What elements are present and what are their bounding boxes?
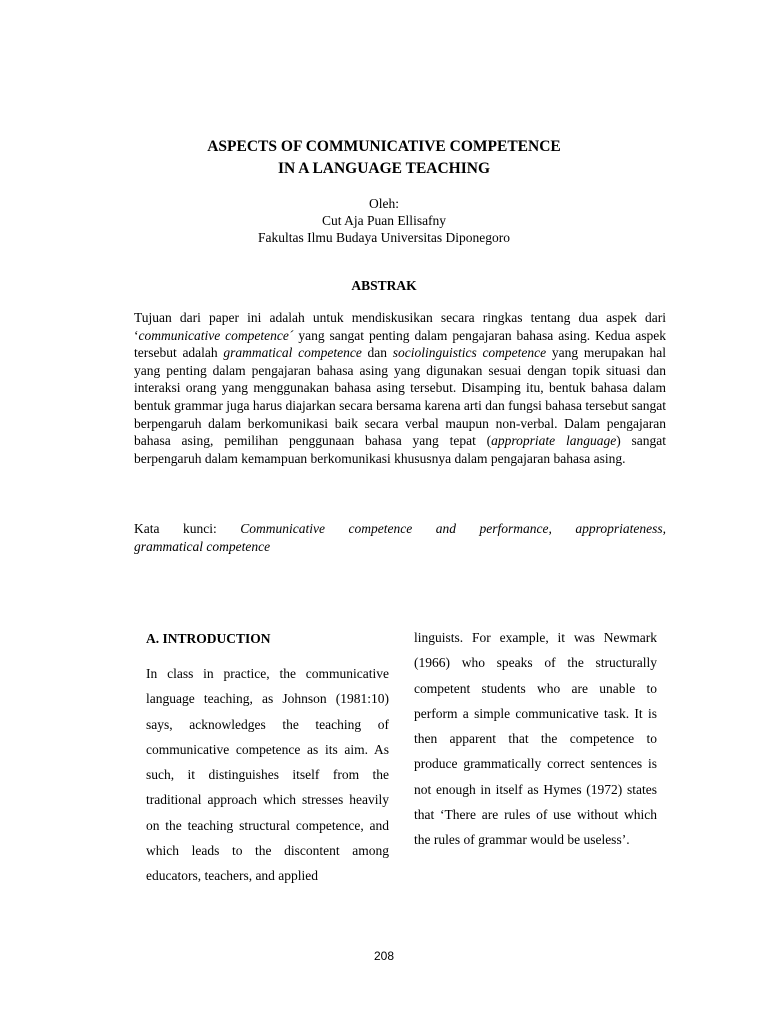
intro-right-paragraph: linguists. For example, it was Newmark (1966) who speaks of the structurally competent students who are unable to perform a simple communicative task. It is then apparent that the competence to produce grammatically correct sentences is not enough in itself as Hymes (1972) states that ‘There are rules of use without which the rules of grammar would be useless’.	[414, 630, 657, 848]
page-number: 208	[373, 949, 395, 963]
section-heading-introduction: A. INTRODUCTION	[146, 631, 271, 646]
abstract-italic-4: appropriate language	[491, 433, 617, 449]
intro-right-column	[414, 625, 657, 853]
intro-left-column	[146, 626, 389, 889]
abstract-body	[134, 309, 666, 467]
author-oleh: Oleh:	[369, 196, 399, 211]
intro-left-paragraph: In class in practice, the communicative language teaching, as Johnson (1981:10) says, acknowledges the teaching of communicative competence as its aim. As such, it distinguishes itself from the traditional approach which stresses heavily on the teaching structural competence, and which leads to the discontent among educators, teachers, and applied	[146, 666, 389, 884]
title-line-2: IN A LANGUAGE TEACHING	[277, 160, 491, 177]
author-affiliation: Fakultas Ilmu Budaya Universitas Diponegoro	[258, 230, 510, 245]
abstract-text-2: yang sangat penting dalam pengajaran bahasa asing. Kedua aspek tersebut adalah	[134, 327, 666, 361]
abstract-text-3: dan	[361, 345, 393, 361]
keywords-text-1: Communicative competence and performance, appropriateness,	[240, 521, 666, 536]
keywords-line-1	[134, 520, 666, 538]
abstract-text-1: Tujuan dari paper ini adalah untuk mendiskusikan secara ringkas tentang dua aspek dari ‘	[134, 310, 666, 343]
abstract-italic-3: sociolinguistics competence	[392, 345, 547, 361]
abstract-italic-2: grammatical competence	[223, 345, 362, 361]
title-line-1: ASPECTS OF COMMUNICATIVE COMPETENCE	[207, 138, 561, 155]
abstract-italic-1: communicative competence´	[138, 327, 294, 343]
keywords	[134, 520, 666, 556]
author-name: Cut Aja Puan Ellisafny	[321, 213, 447, 228]
keywords-label: Kata kunci:	[134, 521, 241, 536]
abstract-text-4: yang merupakan hal yang penting dalam pengajaran bahasa asing yang digunakan sesuai dengan topik situasi dan interaksi orang yang menggunakan bahasa asing tersebut. Disamping itu, bentuk bahasa dalam bentuk grammar juga harus diajarkan secara bersama karena arti dan fungsi bahasa tersebut sangat berpengaruh dalam berkomunikasi baik secara verbal maupun non-verbal. Dalam pengajaran bahasa asing, pemilihan penggunaan bahasa yang tepat (	[134, 345, 666, 449]
keywords-text-2: grammatical competence	[134, 539, 271, 554]
abstract-text-5: ) sangat berpengaruh dalam kemampuan berkomunikasi khususnya dalam pengajaran bahasa asing.	[134, 433, 666, 466]
abstract-heading: ABSTRAK	[351, 278, 417, 293]
